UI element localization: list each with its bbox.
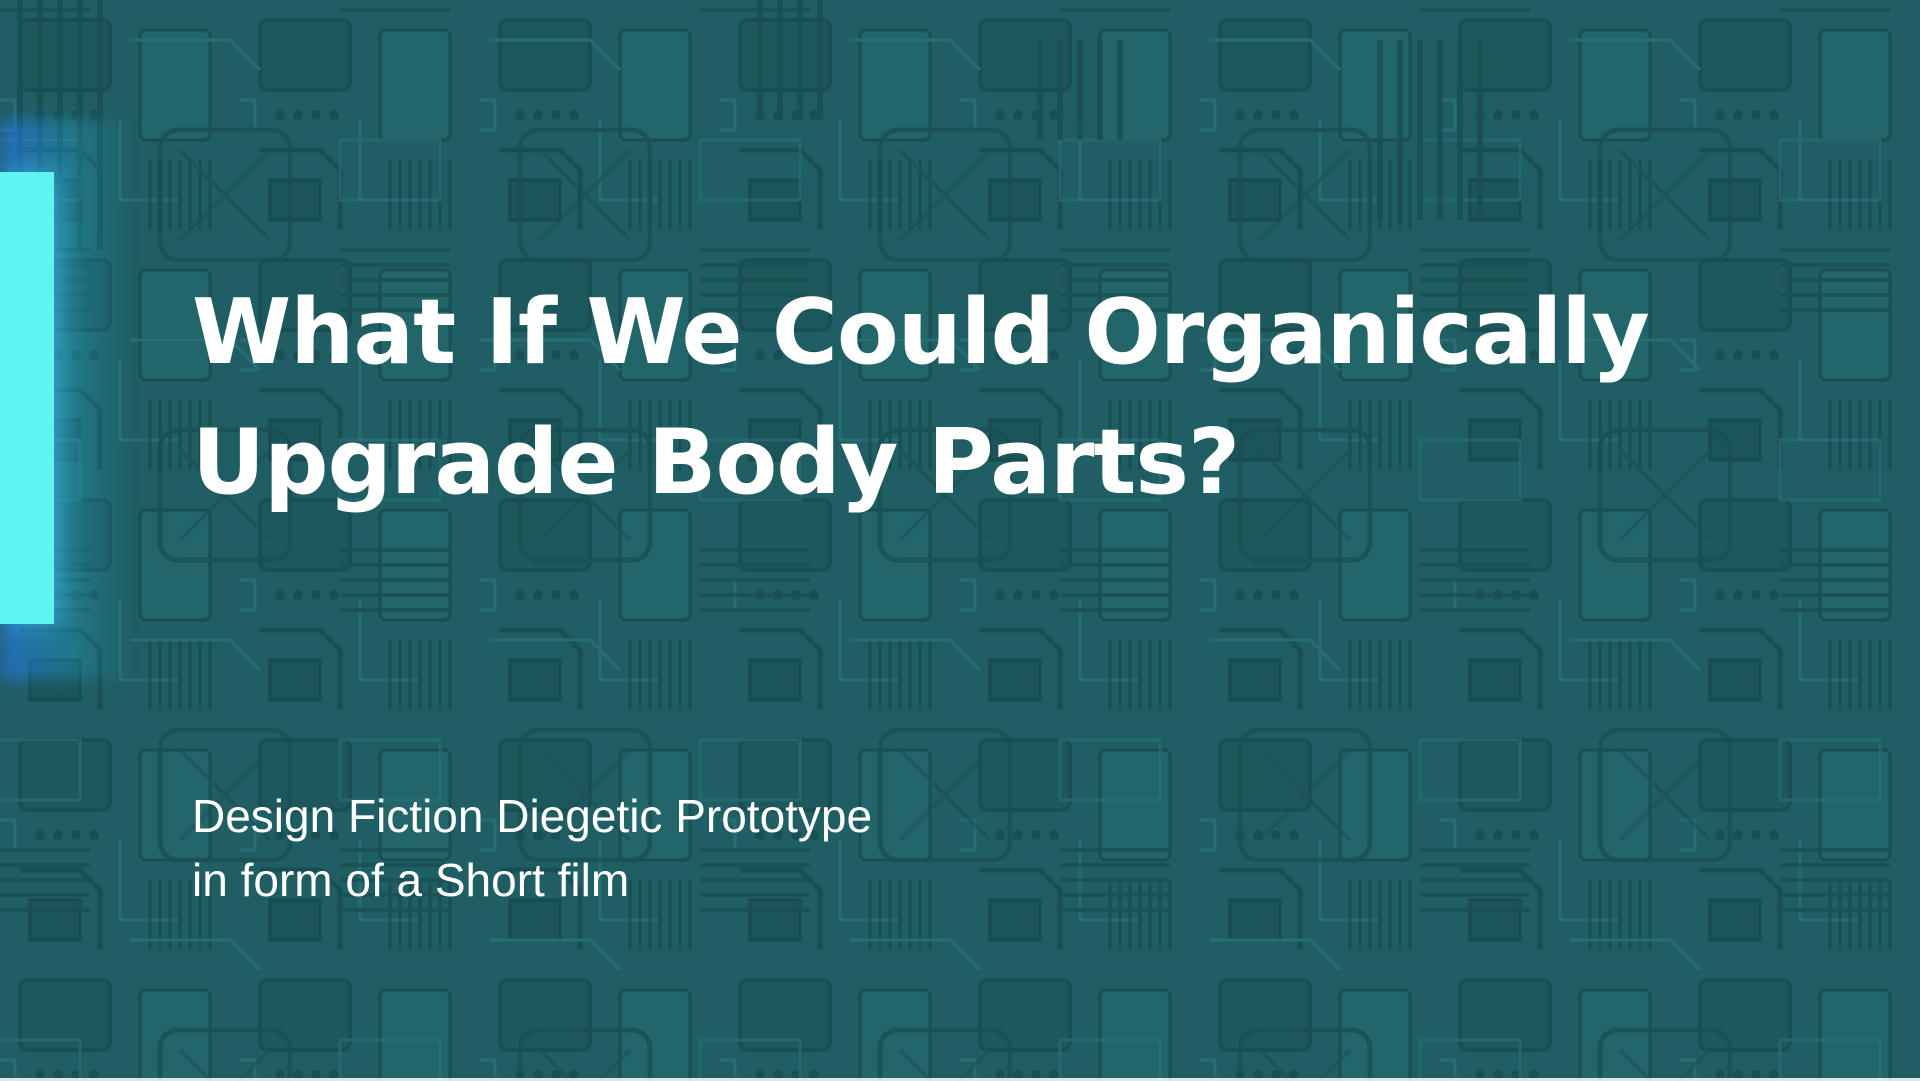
slide-subtitle-line-2: in form of a Short film bbox=[192, 854, 630, 906]
slide-subtitle-line-1: Design Fiction Diegetic Prototype bbox=[192, 790, 873, 842]
accent-bar bbox=[0, 172, 54, 624]
slide-title-line-1: What If We Could Organically bbox=[192, 280, 1649, 385]
slide-subtitle bbox=[192, 784, 1192, 912]
slide-title-line-2: Upgrade Body Parts? bbox=[192, 410, 1240, 515]
slide-title bbox=[192, 268, 1752, 528]
